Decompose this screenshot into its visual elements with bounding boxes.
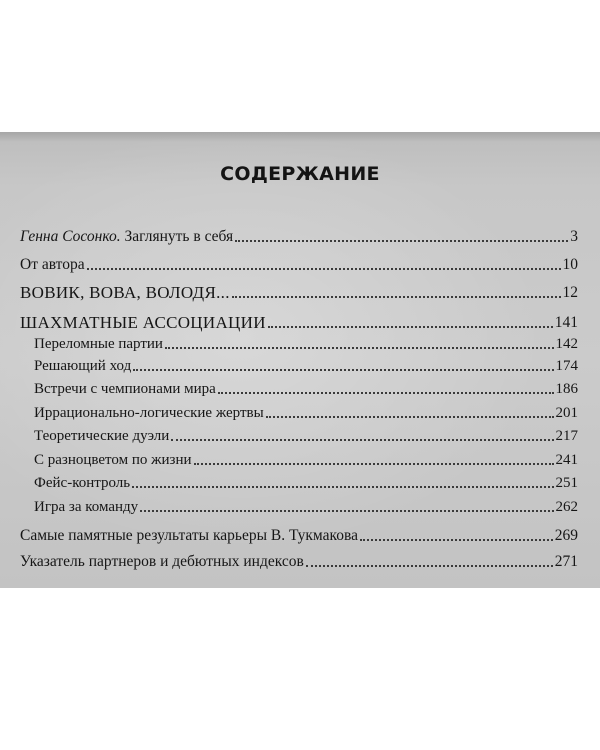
toc-subentry [34,494,578,516]
toc-entry-page: 201 [555,405,578,421]
book-page [0,132,600,588]
toc-entry-title: Указатель партнеров и дебютных индексов [20,553,304,570]
toc-entry-page: 251 [555,475,578,491]
toc-entry-title: От автора [20,256,85,273]
toc-entry [20,224,578,246]
toc-entry-title: Иррационально-логические жертвы [34,405,264,421]
toc-entry [20,310,578,332]
toc-subentry [34,331,578,353]
toc-entry-page: 186 [555,381,578,397]
leader-dots [266,416,554,418]
toc-subentry [34,447,578,469]
leader-dots [218,392,554,394]
leader-dots [165,347,554,349]
leader-dots [235,240,568,242]
toc-entry-title: Теоретические дуэли [34,428,170,444]
toc-subentry [34,353,578,375]
toc-entry-author: Генна Сосонко. [20,228,121,245]
toc-entry-page: 10 [562,256,578,273]
toc-entry-title: Игра за команду [34,499,139,515]
toc-entry-page: 269 [554,527,578,544]
toc-entry-page: 174 [555,358,578,374]
leader-dots [133,369,553,371]
toc-entry [20,549,578,571]
toc-entry-title: Решающий ход [34,358,132,374]
toc-entry-title: Переломные партии [34,336,163,352]
toc-entry-title: ШАХМАТНЫЕ АССОЦИАЦИИ [20,313,266,332]
toc-entry-page: 262 [555,499,578,515]
leader-dots [306,565,553,567]
toc-entry-title: С разноцветом по жизни [34,452,192,468]
toc-entry-title: ВОВИК, ВОВА, ВОЛОДЯ... [20,283,230,302]
toc-entry-title: Самые памятные результаты карьеры В. Тукмакова [20,527,358,544]
leader-dots [132,486,553,488]
leader-dots [140,510,553,512]
leader-dots [268,326,553,328]
toc-entry-title: Заглянуть в себя [124,228,234,245]
leader-dots [360,539,553,541]
toc-subentry [34,400,578,422]
toc-entry-page: 142 [555,336,578,352]
toc-entry-page: 271 [554,553,578,570]
toc-entry-page: 241 [555,452,578,468]
toc-entry [20,523,578,545]
toc-entry-page: 3 [570,228,578,245]
toc-entry [20,252,578,274]
toc-entry-page: 141 [554,314,578,331]
table-of-contents [0,132,600,588]
leader-dots [194,463,554,465]
toc-subentry [34,470,578,492]
toc-entry [20,280,578,302]
toc-heading: СОДЕРЖАНИЕ [220,163,380,185]
toc-subentry [34,376,578,398]
toc-subentry [34,423,578,445]
toc-entry-title: Фейс-контроль [34,475,131,491]
toc-entry-page: 217 [555,428,578,444]
toc-entry-page: 12 [562,284,578,301]
leader-dots [87,268,561,270]
leader-dots [232,296,561,298]
leader-dots [171,439,553,441]
toc-entry-title: Встречи с чемпионами мира [34,381,216,397]
